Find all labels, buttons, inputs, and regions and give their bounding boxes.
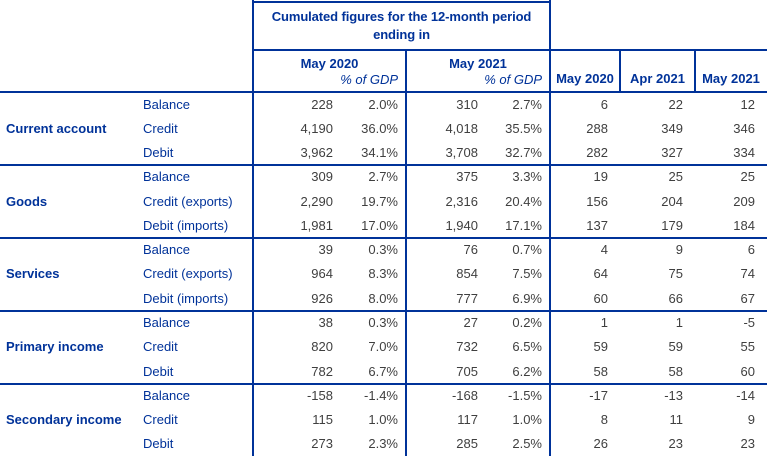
value-cell: 4,190 [300, 120, 333, 136]
column-month-label: May 2021 [449, 56, 507, 71]
value-cell: 0.2% [512, 315, 542, 331]
value-cell: 27 [463, 315, 478, 331]
header-bottom-rule [0, 91, 767, 93]
value-cell: 32.7% [505, 145, 542, 161]
value-cell: -158 [306, 387, 333, 403]
value-cell: 179 [661, 217, 683, 233]
value-cell: 1,940 [445, 217, 478, 233]
value-cell: 25 [740, 169, 755, 185]
category-label: Secondary income [6, 412, 122, 428]
cumulated-period-header: Cumulated figures for the 12-month period ending in [271, 9, 532, 42]
column-month-label: May 2020 [300, 56, 359, 71]
value-cell: 11 [669, 412, 683, 428]
value-cell: 6.5% [512, 339, 542, 355]
cumulated-col-header-may-2021 [406, 50, 550, 92]
row-label: Credit (exports) [143, 193, 233, 209]
value-cell: 22 [668, 96, 683, 112]
value-cell: 309 [311, 169, 333, 185]
value-cell: 23 [668, 436, 683, 452]
value-cell: 9 [675, 242, 683, 258]
value-cell: 3,962 [300, 145, 333, 161]
percent-of-gdp-label: % of GDP [340, 72, 398, 87]
value-cell: 39 [318, 242, 333, 258]
value-cell: 346 [733, 120, 755, 136]
value-cell: 2.0% [368, 96, 398, 112]
row-label: Credit [143, 120, 178, 136]
section-rule-4 [0, 383, 767, 385]
value-cell: 20.4% [505, 193, 542, 209]
percent-of-gdp-label: % of GDP [484, 72, 542, 87]
value-cell: 6 [600, 96, 608, 112]
category-label: Services [6, 266, 60, 282]
value-cell: 282 [586, 145, 608, 161]
value-cell: 2.3% [368, 436, 398, 452]
category-label: Current account [6, 120, 107, 136]
value-cell: 7.5% [512, 266, 542, 282]
value-cell: 310 [456, 96, 478, 112]
value-cell: 782 [311, 363, 333, 379]
value-cell: -168 [451, 387, 478, 403]
cumulated-col-header-may-2020 [253, 50, 406, 92]
value-cell: 58 [593, 363, 608, 379]
value-cell: 55 [740, 339, 755, 355]
row-label: Credit [143, 412, 178, 428]
value-cell: 2,316 [445, 193, 478, 209]
value-cell: 7.0% [368, 339, 398, 355]
value-cell: 64 [593, 266, 608, 282]
value-cell: 327 [661, 145, 683, 161]
value-cell: 375 [456, 169, 478, 185]
value-cell: 0.7% [512, 242, 542, 258]
value-cell: 6 [747, 242, 755, 258]
row-label: Debit [143, 436, 174, 452]
value-cell: -1.5% [508, 387, 542, 403]
row-label: Debit (imports) [143, 217, 229, 233]
value-cell: 732 [456, 339, 478, 355]
value-cell: 820 [311, 339, 333, 355]
value-cell: 854 [456, 266, 478, 282]
value-cell: 38 [318, 315, 333, 331]
value-cell: -13 [664, 387, 683, 403]
row-label: Balance [143, 169, 190, 185]
value-cell: 115 [312, 412, 333, 428]
value-cell: 6.9% [512, 290, 542, 306]
value-cell: 76 [463, 242, 478, 258]
value-cell: 12 [740, 96, 755, 112]
section-rule-1 [0, 164, 767, 166]
row-label: Credit (exports) [143, 266, 233, 282]
value-cell: 204 [661, 193, 683, 209]
monthly-col-header-apr-2021: Apr 2021 [630, 71, 685, 86]
value-cell: 0.3% [368, 242, 398, 258]
category-label: Primary income [6, 339, 104, 355]
divider-may2020-may2021 [405, 50, 407, 456]
value-cell: 3.3% [512, 169, 542, 185]
value-cell: 66 [668, 290, 683, 306]
value-cell: 2,290 [300, 193, 333, 209]
divider-cumulated-monthly [549, 0, 551, 456]
value-cell: 3,708 [445, 145, 478, 161]
category-label: Goods [6, 193, 48, 209]
value-cell: -1.4% [364, 387, 398, 403]
divider-monthly-2 [694, 50, 696, 91]
value-cell: 60 [593, 290, 608, 306]
value-cell: 17.1% [505, 217, 542, 233]
value-cell: 1.0% [512, 412, 542, 428]
value-cell: 17.0% [361, 217, 398, 233]
value-cell: 8 [600, 412, 608, 428]
value-cell: 184 [733, 217, 755, 233]
value-cell: -17 [589, 387, 608, 403]
value-cell: 2.5% [512, 436, 542, 452]
value-cell: 777 [456, 290, 478, 306]
value-cell: 74 [740, 266, 755, 282]
value-cell: 137 [586, 217, 608, 233]
value-cell: 1.0% [368, 412, 398, 428]
value-cell: -5 [743, 315, 755, 331]
value-cell: 705 [456, 363, 478, 379]
value-cell: 60 [740, 363, 755, 379]
value-cell: 117 [457, 412, 478, 428]
divider-labels-cumulated [252, 0, 254, 456]
row-label: Balance [143, 242, 190, 258]
row-label: Debit [143, 363, 174, 379]
value-cell: -14 [736, 387, 755, 403]
value-cell: 25 [668, 169, 683, 185]
divider-monthly-1 [619, 50, 621, 91]
row-label: Debit (imports) [143, 290, 229, 306]
value-cell: 8.0% [368, 290, 398, 306]
value-cell: 1 [675, 315, 683, 331]
monthly-col-header-may-2020: May 2020 [556, 71, 614, 86]
row-label: Debit [143, 145, 174, 161]
value-cell: 209 [733, 193, 755, 209]
value-cell: 19.7% [361, 193, 398, 209]
value-cell: 59 [593, 339, 608, 355]
value-cell: 67 [740, 290, 755, 306]
value-cell: 228 [311, 96, 333, 112]
value-cell: 0.3% [368, 315, 398, 331]
section-rule-3 [0, 310, 767, 312]
value-cell: 6.2% [512, 363, 542, 379]
value-cell: 75 [668, 266, 683, 282]
value-cell: 34.1% [361, 145, 398, 161]
value-cell: 156 [586, 193, 608, 209]
value-cell: 19 [593, 169, 608, 185]
value-cell: 23 [740, 436, 755, 452]
value-cell: 926 [311, 290, 333, 306]
value-cell: 59 [668, 339, 683, 355]
value-cell: 26 [593, 436, 608, 452]
row-label: Credit [143, 339, 178, 355]
value-cell: 288 [586, 120, 608, 136]
value-cell: 4,018 [445, 120, 478, 136]
value-cell: 2.7% [368, 169, 398, 185]
value-cell: 36.0% [361, 120, 398, 136]
monthly-col-header-may-2021: May 2021 [702, 71, 760, 86]
value-cell: 8.3% [368, 266, 398, 282]
value-cell: 349 [661, 120, 683, 136]
row-label: Balance [143, 96, 190, 112]
value-cell: 273 [311, 436, 333, 452]
value-cell: 1,981 [300, 217, 333, 233]
value-cell: 2.7% [512, 96, 542, 112]
value-cell: 964 [311, 266, 333, 282]
value-cell: 58 [668, 363, 683, 379]
value-cell: 4 [600, 242, 608, 258]
value-cell: 334 [733, 145, 755, 161]
section-rule-2 [0, 237, 767, 239]
value-cell: 6.7% [368, 363, 398, 379]
header-mid-rule [252, 49, 767, 51]
cumulated-header-top-rule [252, 1, 550, 3]
row-label: Balance [143, 387, 190, 403]
value-cell: 35.5% [505, 120, 542, 136]
row-label: Balance [143, 315, 190, 331]
value-cell: 285 [456, 436, 478, 452]
value-cell: 1 [600, 315, 608, 331]
value-cell: 9 [747, 412, 755, 428]
